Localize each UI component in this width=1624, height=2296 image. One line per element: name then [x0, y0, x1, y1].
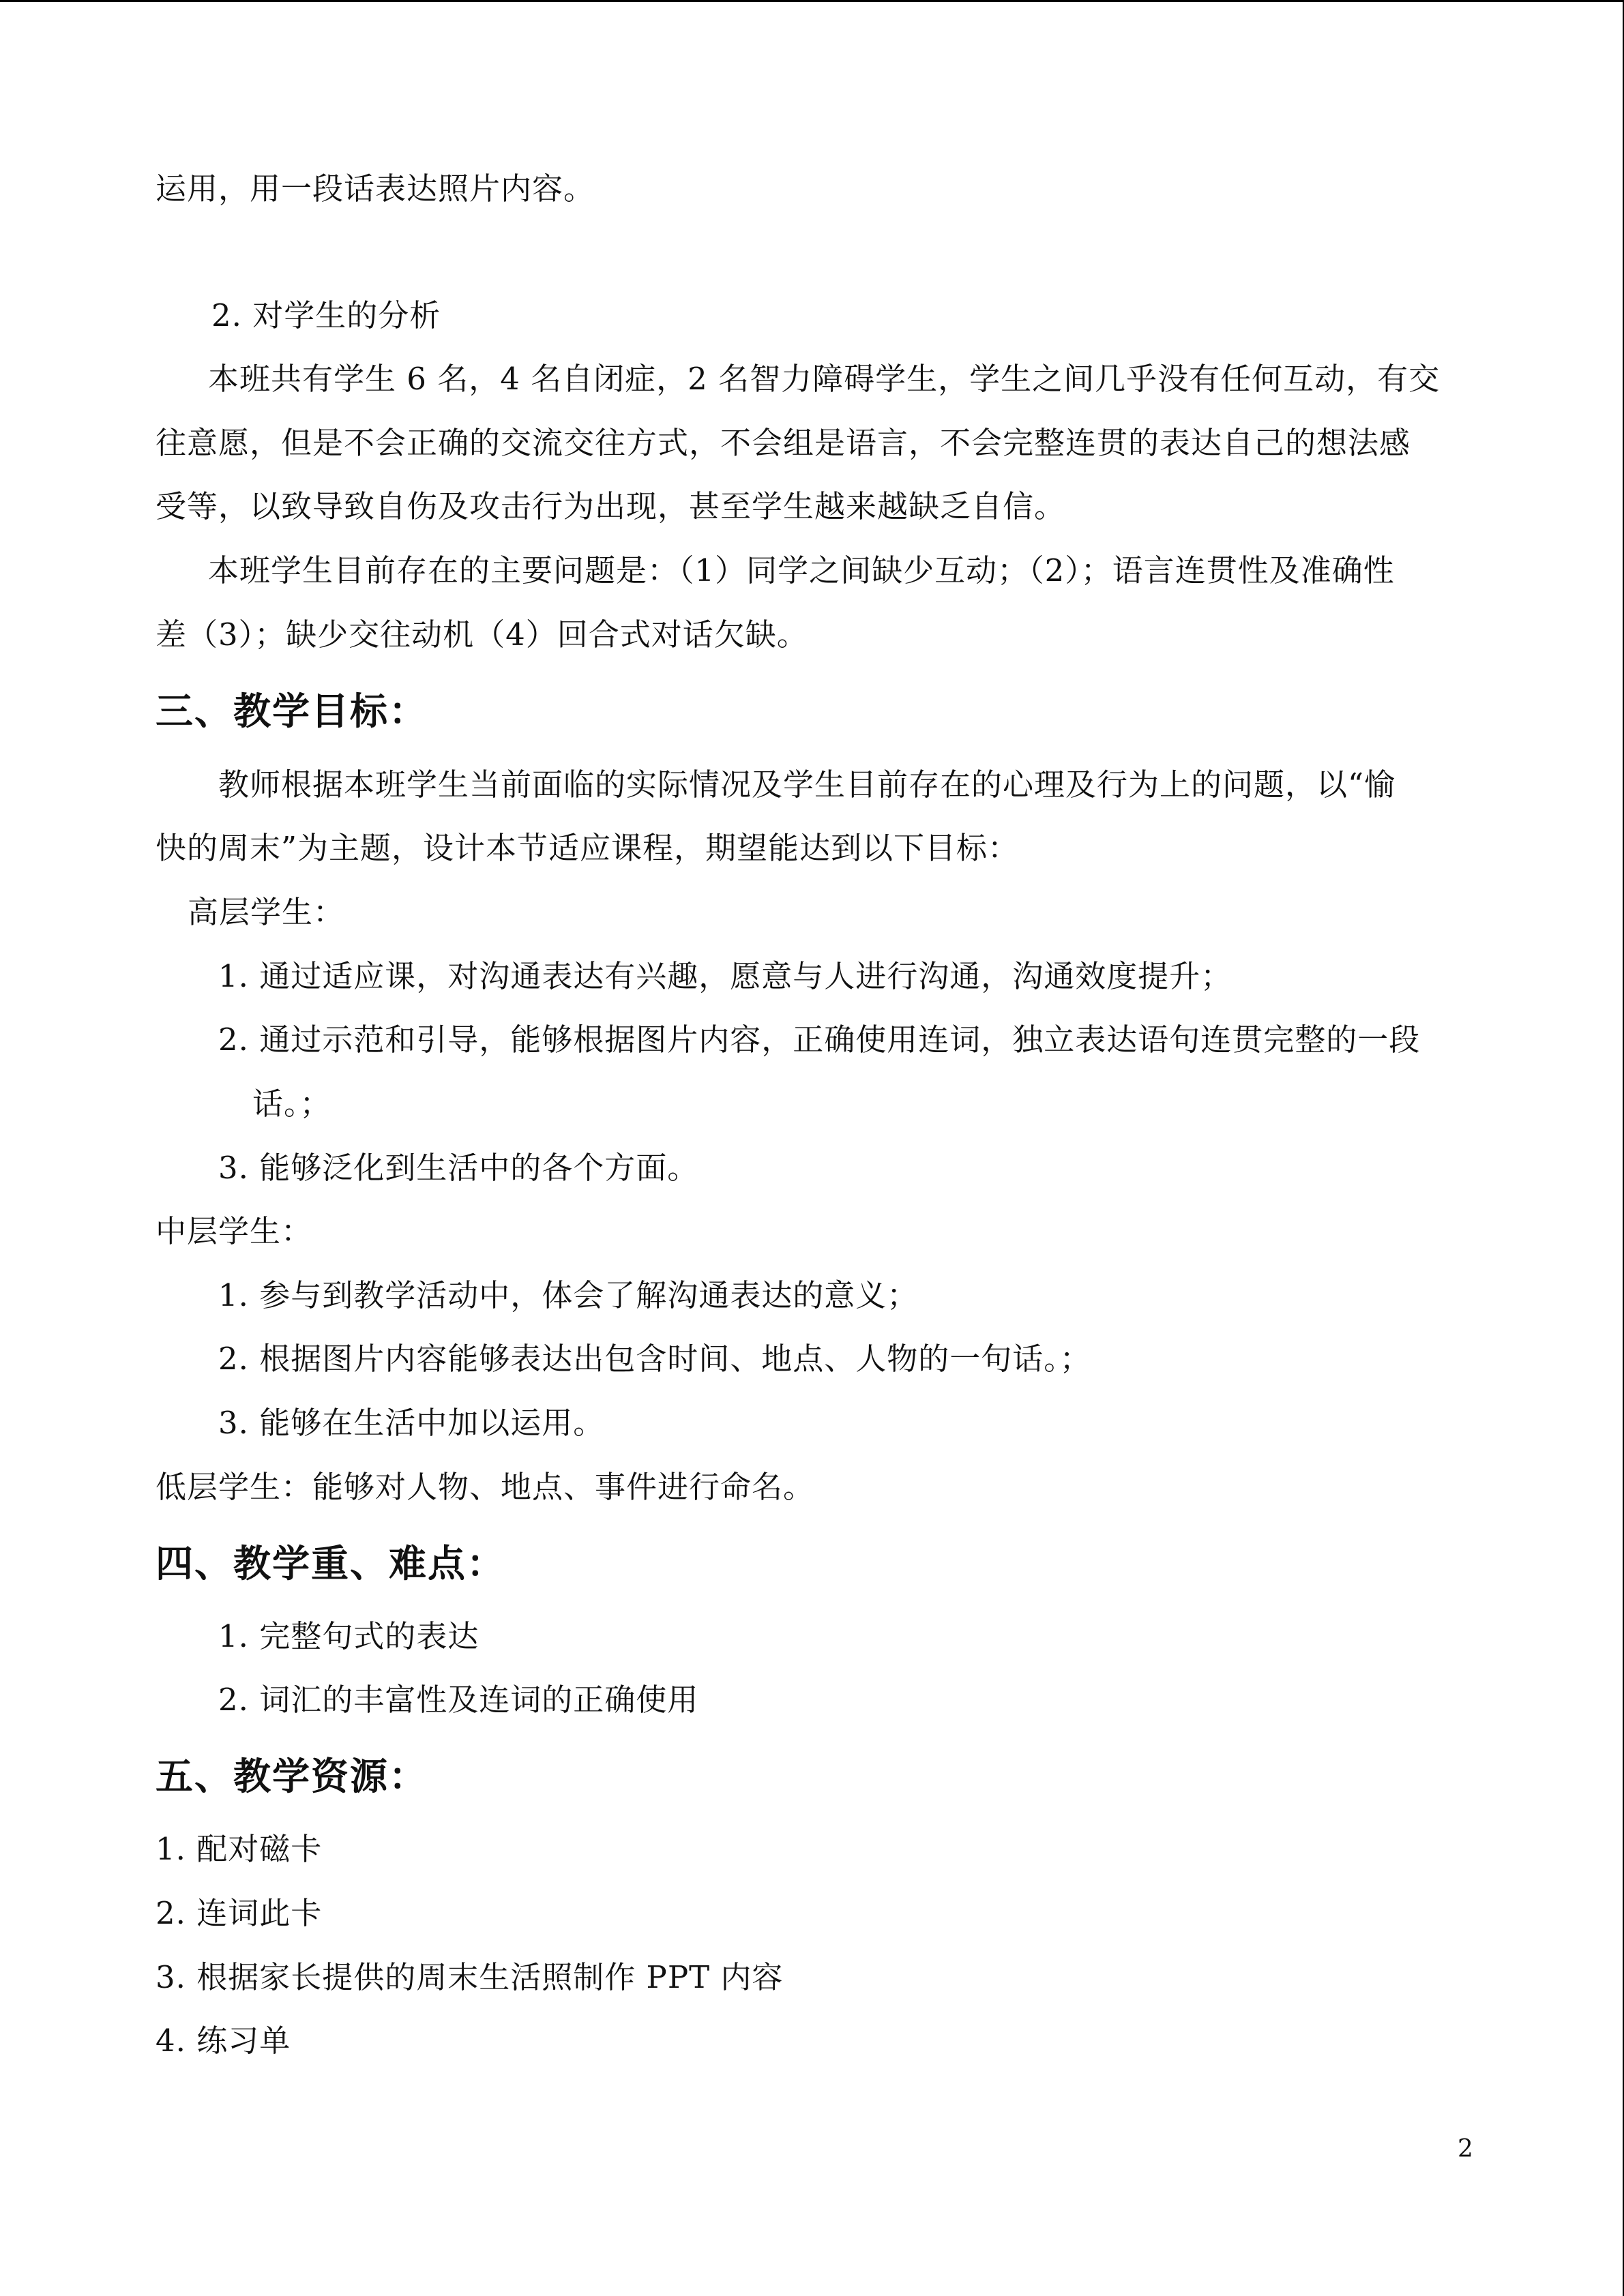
section-heading-key-points: 四、教学重、难点：: [156, 1542, 506, 1585]
paragraph-line: 受等，以致导致自伤及攻击行为出现，甚至学生越来越缺乏自信。: [156, 488, 1066, 524]
list-item: 2. 通过示范和引导，能够根据图片内容，正确使用连词，独立表达语句连贯完整的一段: [218, 1022, 1421, 1058]
list-item: 1. 配对磁卡: [156, 1831, 323, 1867]
list-item: 2. 根据图片内容能够表达出包含时间、地点、人物的一句话。；: [218, 1341, 1091, 1377]
list-item: 2. 词汇的丰富性及连词的正确使用: [218, 1682, 699, 1718]
list-item-continuation: 话。；: [252, 1086, 331, 1122]
mid-level-label: 中层学生：: [156, 1213, 313, 1249]
paragraph-line: 往意愿，但是不会正确的交流交往方式，不会组是语言，不会完整连贯的表达自己的想法感: [156, 425, 1411, 461]
page-top-border: [0, 0, 1624, 2]
list-item: 3. 能够泛化到生活中的各个方面。: [218, 1150, 699, 1186]
list-item: 1. 完整句式的表达: [218, 1618, 479, 1654]
low-level-line: 低层学生：能够对人物、地点、事件进行命名。: [156, 1469, 815, 1505]
paragraph-line: 快的周末”为主题，设计本节适应课程，期望能达到以下目标：: [156, 830, 1020, 866]
page-number: 2: [1458, 2135, 1473, 2163]
list-item: 3. 根据家长提供的周末生活照制作 PPT 内容: [156, 1959, 784, 1995]
list-item: 4. 练习单: [156, 2023, 291, 2059]
student-analysis-title: 2. 对学生的分析: [211, 297, 441, 333]
list-item: 3. 能够在生活中加以运用。: [218, 1405, 605, 1441]
list-item: 1. 通过适应课，对沟通表达有兴趣，愿意与人进行沟通，沟通效度提升；: [218, 958, 1232, 994]
continuation-text: 运用，用一段话表达照片内容。: [156, 170, 595, 207]
paragraph-line: 差（3）；缺少交往动机（4）回合式对话欠缺。: [156, 616, 808, 653]
section-heading-objectives: 三、教学目标：: [156, 689, 428, 733]
paragraph-line: 教师根据本班学生当前面临的实际情况及学生目前存在的心理及行为上的问题，以“愉: [218, 766, 1396, 803]
section-heading-resources: 五、教学资源：: [156, 1755, 428, 1798]
paragraph-line: 本班共有学生 6 名，4 名自闭症，2 名智力障碍学生，学生之间几乎没有任何互动，有交: [208, 361, 1441, 397]
list-item: 2. 连词此卡: [156, 1895, 323, 1931]
paragraph-line: 本班学生目前存在的主要问题是：（1）同学之间缺少互动；（2）；语言连贯性及准确性: [208, 552, 1395, 588]
list-item: 1. 参与到教学活动中，体会了解沟通表达的意义；: [218, 1277, 919, 1313]
high-level-label: 高层学生：: [188, 894, 345, 930]
